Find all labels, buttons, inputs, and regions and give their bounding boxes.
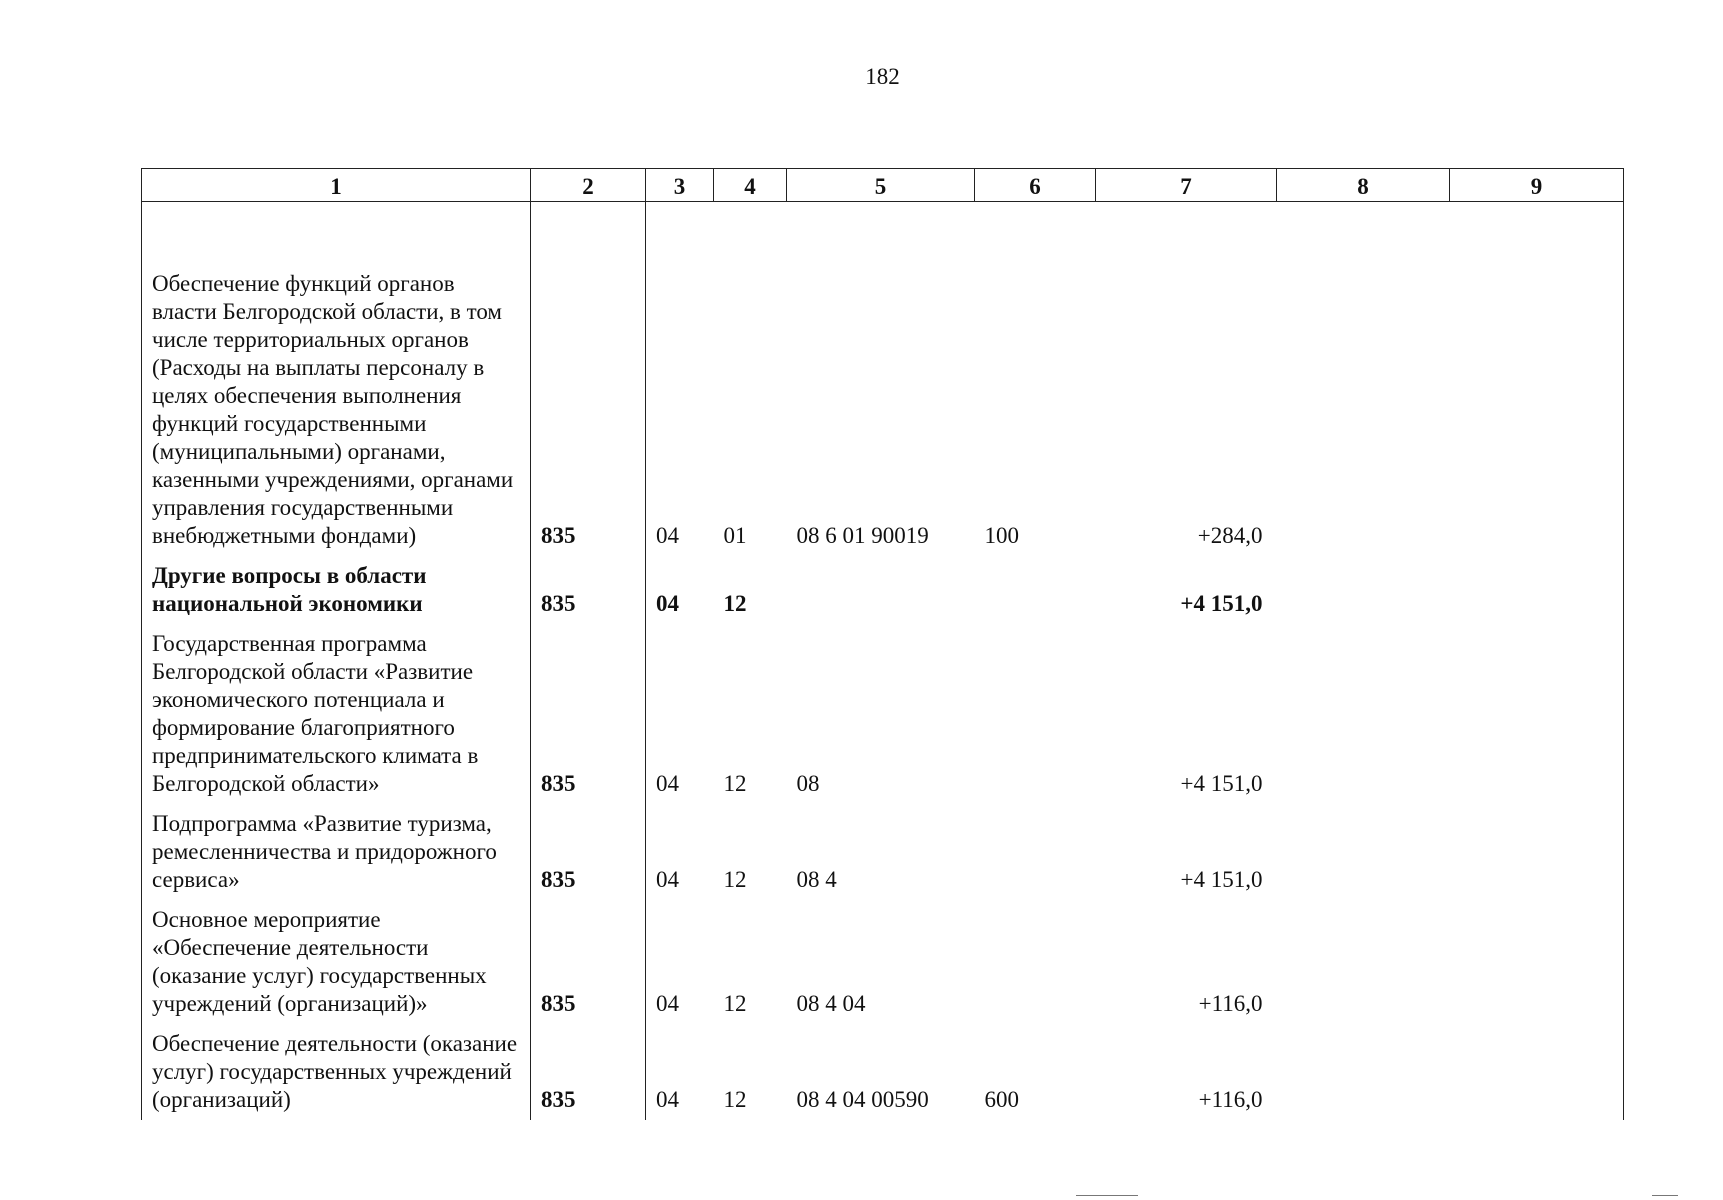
cell-col9 bbox=[1450, 804, 1624, 900]
cell-section: 04 bbox=[656, 522, 679, 548]
cell-subsection: 12 bbox=[723, 990, 747, 1016]
cell-target: 08 4 04 bbox=[796, 990, 866, 1016]
table-row bbox=[142, 624, 1624, 804]
cell-section: 04 bbox=[656, 866, 679, 892]
cell-amount: +284,0 bbox=[1197, 522, 1263, 548]
cell-col9 bbox=[1450, 624, 1624, 804]
cell-target: 08 bbox=[796, 770, 820, 796]
table-row bbox=[142, 900, 1624, 1024]
cell-amount: +4 151,0 bbox=[1180, 770, 1263, 796]
row-name: Другие вопросы в области национальной экономики bbox=[142, 556, 531, 624]
header-col-6: 6 bbox=[975, 169, 1096, 202]
cell-expense-type bbox=[975, 556, 1096, 624]
budget-table bbox=[141, 168, 1624, 1120]
cell-expense-type bbox=[975, 804, 1096, 900]
header-col-3: 3 bbox=[646, 169, 714, 202]
cell-amount: +4 151,0 bbox=[1180, 590, 1263, 616]
cell-col8 bbox=[1277, 804, 1450, 900]
row-name: Основное мероприятие «Обеспечение деятельности (оказание услуг) государственных учреждений (организаций)» bbox=[142, 900, 531, 1024]
header-col-5: 5 bbox=[787, 169, 975, 202]
header-row bbox=[142, 169, 1624, 202]
cell-col8 bbox=[1277, 900, 1450, 1024]
header-col-1: 1 bbox=[142, 169, 531, 202]
scan-mark bbox=[1652, 1195, 1678, 1196]
cell-target: 08 4 04 00590 bbox=[796, 1086, 929, 1112]
cell-section: 04 bbox=[656, 770, 679, 796]
cell-col8 bbox=[1277, 1024, 1450, 1120]
cell-col9 bbox=[1450, 1024, 1624, 1120]
header-col-8: 8 bbox=[1277, 169, 1450, 202]
cell-section: 04 bbox=[656, 990, 679, 1016]
header-col-4: 4 bbox=[714, 169, 787, 202]
cell-col8 bbox=[1277, 556, 1450, 624]
cell-subsection: 01 bbox=[723, 522, 747, 548]
cell-subsection: 12 bbox=[723, 866, 747, 892]
header-col-2: 2 bbox=[531, 169, 646, 202]
cell-col8 bbox=[1277, 202, 1450, 556]
cell-code: 835 bbox=[531, 556, 646, 624]
cell-amount: +4 151,0 bbox=[1180, 866, 1263, 892]
cell-expense-type: 600 bbox=[984, 1086, 1019, 1112]
row-name: Подпрограмма «Развитие туризма, ремесленничества и придорожного сервиса» bbox=[142, 804, 531, 900]
cell-code: 835 bbox=[531, 804, 646, 900]
cell-code: 835 bbox=[531, 900, 646, 1024]
cell-expense-type: 100 bbox=[984, 522, 1019, 548]
cell-section: 04 bbox=[656, 1086, 679, 1112]
cell-col8 bbox=[1277, 624, 1450, 804]
cell-expense-type bbox=[975, 624, 1096, 804]
cell-target: 08 6 01 90019 bbox=[796, 522, 929, 548]
cell-code: 835 bbox=[531, 624, 646, 804]
row-name: Обеспечение функций органов власти Белгородской области, в том числе территориальных органов (Расходы на выплаты персоналу в целях обеспечения выполнения функций государственными (муниципальными) органами, казенными учреждениями, органами управления государственными внебюджетными фондами) bbox=[142, 202, 531, 556]
cell-code: 835 bbox=[531, 202, 646, 556]
scan-mark bbox=[1076, 1195, 1138, 1196]
cell-col9 bbox=[1450, 202, 1624, 556]
row-name: Обеспечение деятельности (оказание услуг) государственных учреждений (организаций) bbox=[142, 1024, 531, 1120]
cell-col9 bbox=[1450, 900, 1624, 1024]
table-row bbox=[142, 202, 1624, 556]
cell-amount: +116,0 bbox=[1198, 1086, 1263, 1112]
cell-target bbox=[787, 556, 975, 624]
cell-target: 08 4 bbox=[796, 866, 837, 892]
cell-col9 bbox=[1450, 556, 1624, 624]
table-row bbox=[142, 1024, 1624, 1120]
cell-subsection: 12 bbox=[723, 1086, 747, 1112]
cell-code: 835 bbox=[531, 1024, 646, 1120]
header-col-7: 7 bbox=[1096, 169, 1277, 202]
page-number: 182 bbox=[865, 64, 900, 89]
cell-subsection: 12 bbox=[723, 590, 747, 616]
header-col-9: 9 bbox=[1450, 169, 1624, 202]
table-row bbox=[142, 804, 1624, 900]
cell-amount: +116,0 bbox=[1198, 990, 1263, 1016]
cell-subsection: 12 bbox=[723, 770, 747, 796]
table-row bbox=[142, 556, 1624, 624]
cell-expense-type bbox=[975, 900, 1096, 1024]
cell-section: 04 bbox=[656, 590, 679, 616]
row-name: Государственная программа Белгородской области «Развитие экономического потенциала и формирование благоприятного предпринимательского климата в Белгородской области» bbox=[142, 624, 531, 804]
